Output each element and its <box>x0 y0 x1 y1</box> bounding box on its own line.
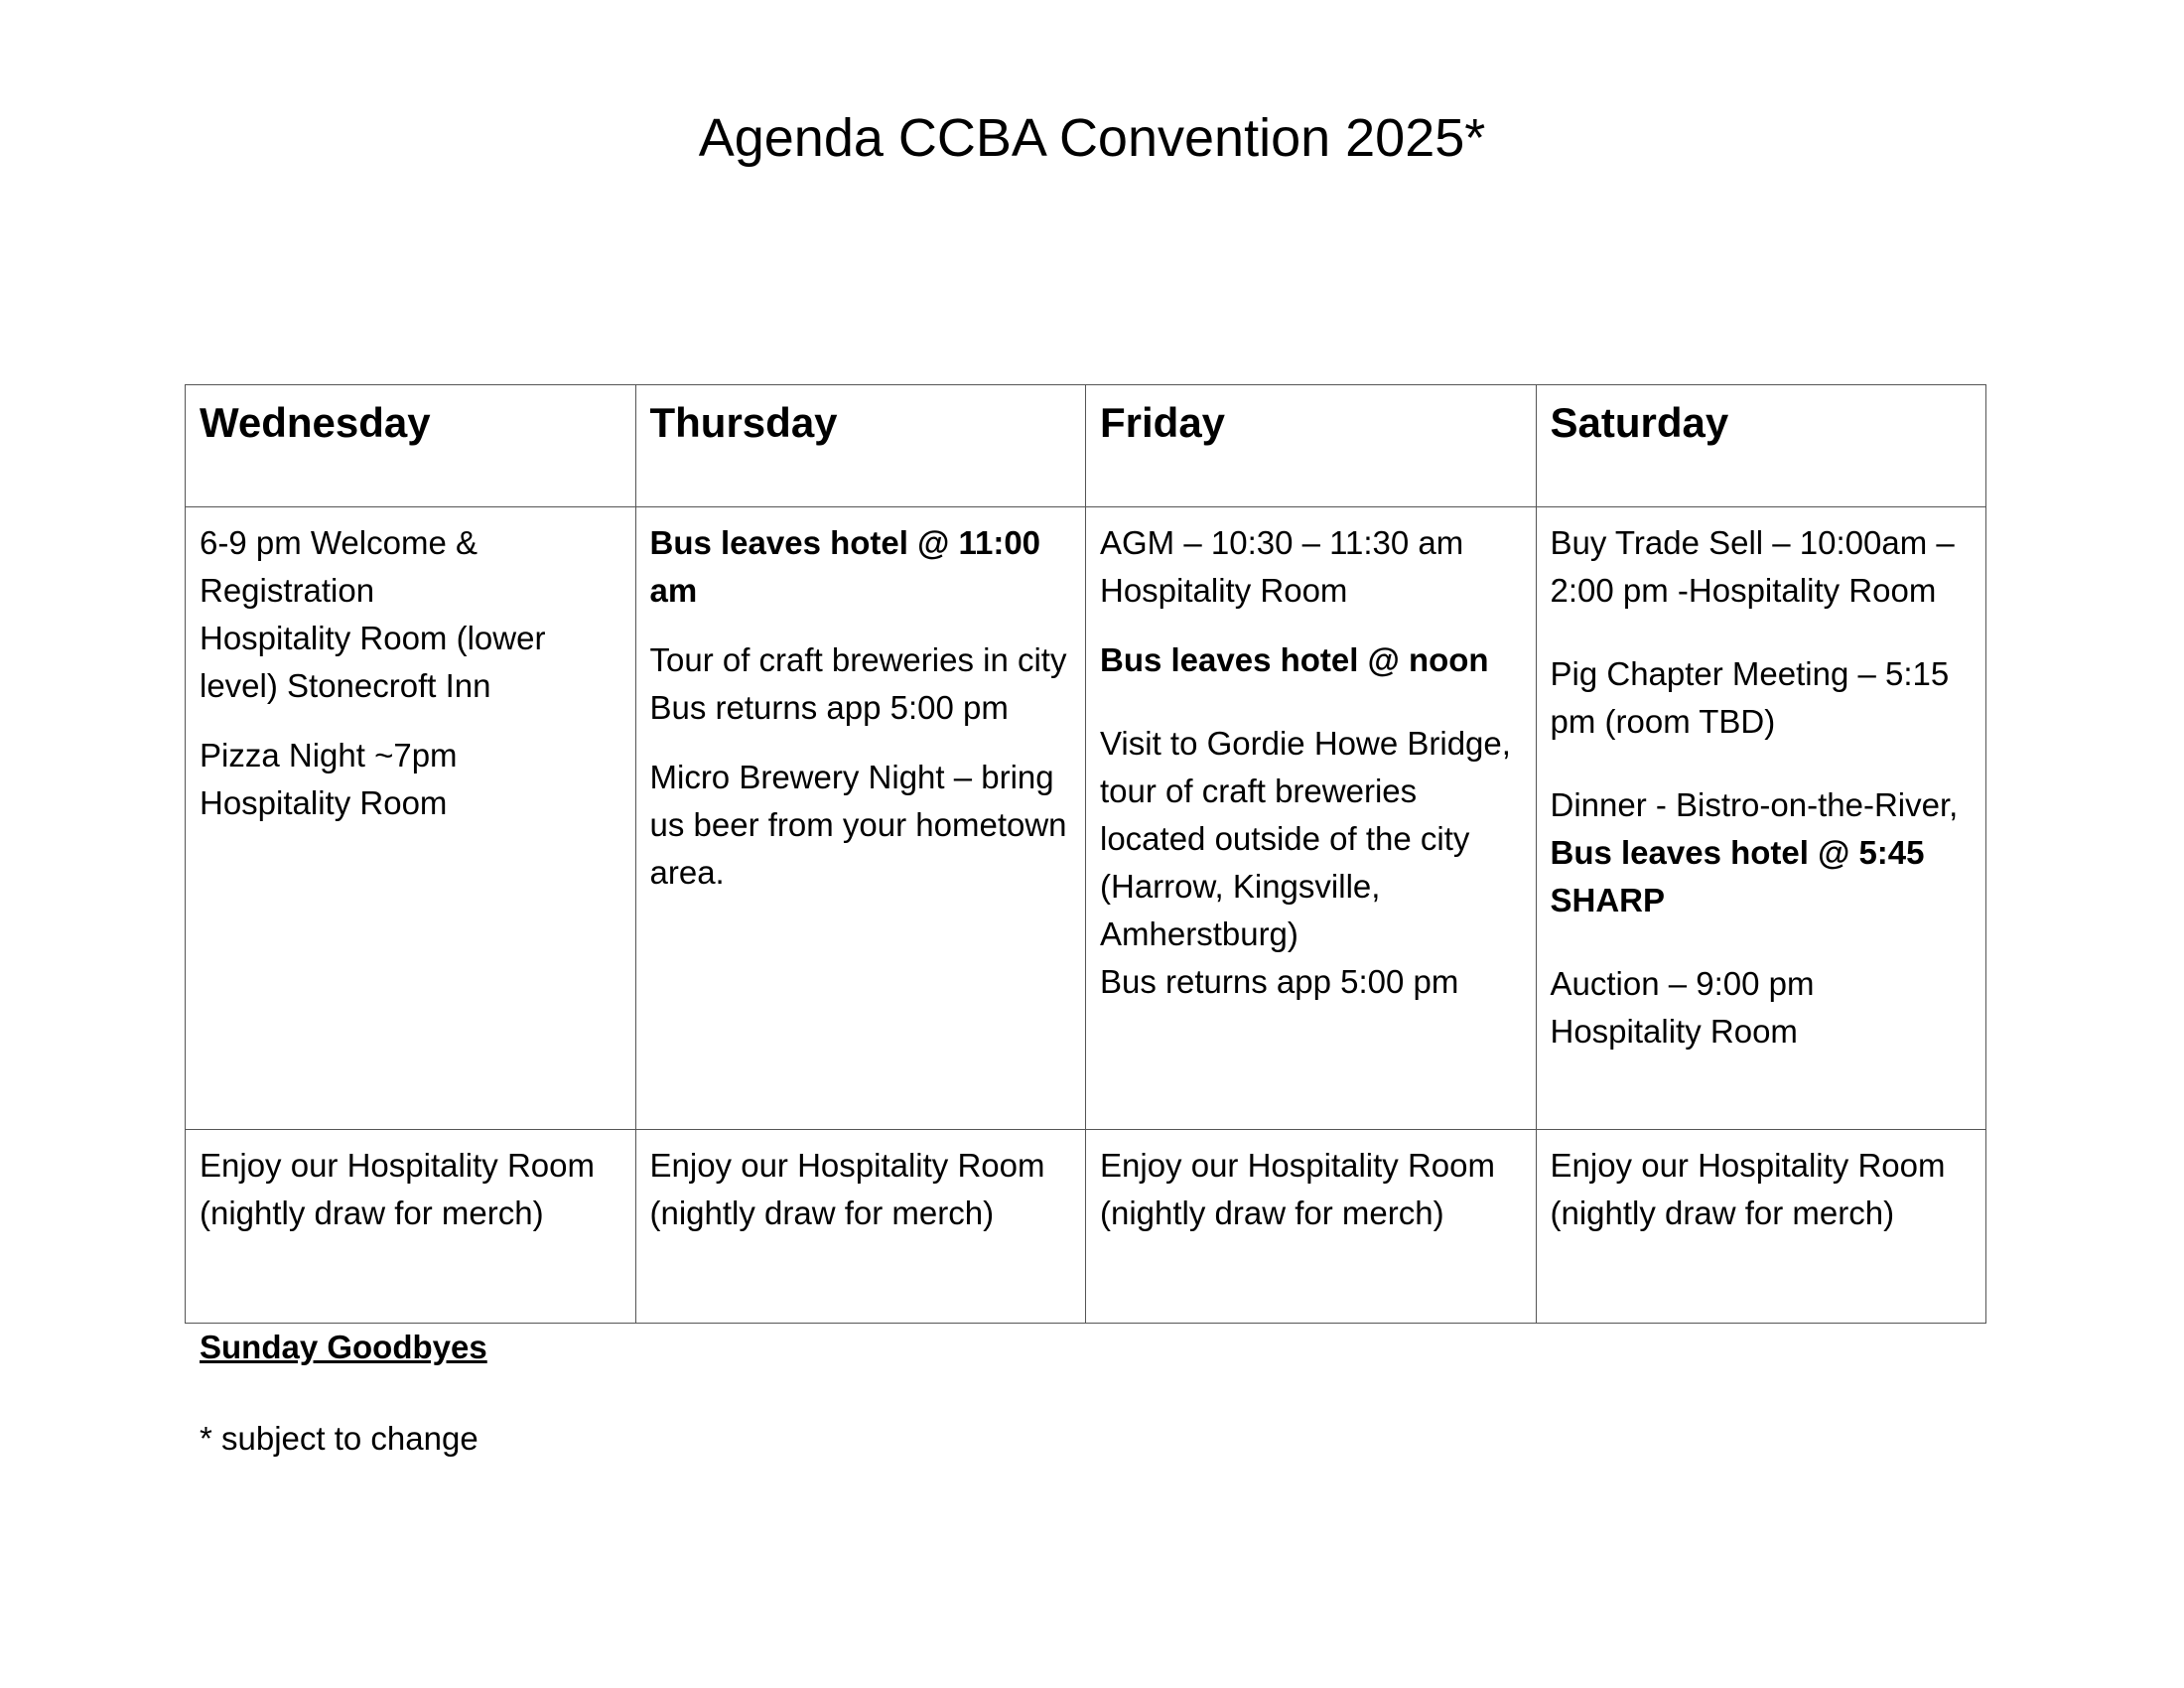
events-cell-thursday <box>635 507 1086 1130</box>
thu-bus-return: Bus returns app 5:00 pm <box>649 689 1009 726</box>
sat-dinner-text: Dinner - Bistro-on-the-River, <box>1550 786 1959 823</box>
fri-visit: Visit to Gordie Howe Bridge, tour of craft breweries located outside of the city (Harrow, Kingsville, Amherstburg) <box>1100 725 1511 952</box>
sunday-goodbyes: Sunday Goodbyes <box>200 1329 487 1365</box>
wed-welcome-location: Hospitality Room (lower level) Stonecroft Inn <box>200 620 546 704</box>
fri-agm-location: Hospitality Room <box>1100 572 1348 609</box>
day-header-saturday: Saturday <box>1536 385 1986 507</box>
sat-dinner <box>1551 781 1973 924</box>
wed-welcome: 6-9 pm Welcome & Registration <box>200 524 478 609</box>
events-row <box>186 507 1986 1130</box>
events-cell-friday <box>1086 507 1537 1130</box>
fri-bus-departure: Bus leaves hotel @ noon <box>1100 641 1489 678</box>
events-cell-saturday <box>1536 507 1986 1130</box>
hospitality-row <box>186 1130 1986 1324</box>
day-header-friday: Friday <box>1086 385 1537 507</box>
sat-buy-trade-sell: Buy Trade Sell – 10:00am – 2:00 pm -Hospitality Room <box>1550 524 1955 609</box>
wed-pizza-location: Hospitality Room <box>200 784 448 821</box>
wed-pizza: Pizza Night ~7pm <box>200 737 458 774</box>
thu-bus-departure: Bus leaves hotel @ 11:00 am <box>649 524 1041 609</box>
hospitality-cell-wednesday: Enjoy our Hospitality Room (nightly draw for merch) <box>186 1130 636 1324</box>
thu-micro-brewery-night: Micro Brewery Night – bring us beer from your hometown area. <box>649 759 1067 891</box>
hospitality-cell-saturday: Enjoy our Hospitality Room (nightly draw for merch) <box>1536 1130 1986 1324</box>
subject-to-change-note: * subject to change <box>200 1420 478 1457</box>
page-title: Agenda CCBA Convention 2025* <box>698 108 1486 168</box>
day-header-row <box>186 385 1986 507</box>
sat-auction-location: Hospitality Room <box>1550 1013 1798 1050</box>
sat-pig-chapter-meeting: Pig Chapter Meeting – 5:15 pm (room TBD) <box>1550 655 1950 740</box>
thu-tour: Tour of craft breweries in city <box>649 641 1067 678</box>
events-cell-wednesday <box>186 507 636 1130</box>
hospitality-cell-thursday: Enjoy our Hospitality Room (nightly draw for merch) <box>635 1130 1086 1324</box>
hospitality-cell-friday: Enjoy our Hospitality Room (nightly draw for merch) <box>1086 1130 1537 1324</box>
day-header-wednesday: Wednesday <box>186 385 636 507</box>
fri-agm: AGM – 10:30 – 11:30 am <box>1100 524 1464 561</box>
agenda-table <box>185 384 1986 1324</box>
sat-bus-departure: Bus leaves hotel @ 5:45 SHARP <box>1550 834 1925 918</box>
sat-auction: Auction – 9:00 pm <box>1550 965 1815 1002</box>
fri-bus-return: Bus returns app 5:00 pm <box>1100 963 1459 1000</box>
day-header-thursday: Thursday <box>635 385 1086 507</box>
